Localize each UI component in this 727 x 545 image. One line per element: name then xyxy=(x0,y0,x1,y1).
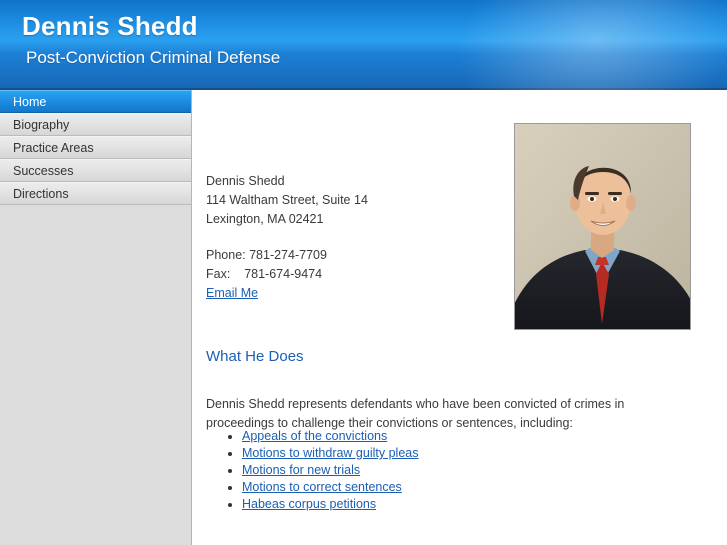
main-content xyxy=(192,90,727,545)
contact-fax: Fax: 781-674-9474 xyxy=(206,267,323,281)
email-me-link[interactable]: Email Me xyxy=(206,286,259,300)
sidebar-item-practice-areas[interactable]: Practice Areas xyxy=(0,136,191,159)
contact-street: 114 Waltham Street, Suite 14 xyxy=(206,193,368,207)
link-motions-for-new-trials[interactable]: Motions for new trials xyxy=(242,463,361,477)
sidebar-item-directions[interactable]: Directions xyxy=(0,182,191,205)
site-header xyxy=(0,0,727,90)
sidebar-item-home[interactable]: Home xyxy=(0,90,191,113)
site-branding xyxy=(22,12,280,68)
list-item xyxy=(242,445,418,462)
list-item xyxy=(242,479,418,496)
contact-city-state-zip: Lexington, MA 02421 xyxy=(206,212,324,226)
practice-links-list xyxy=(206,428,418,513)
link-motions-to-withdraw-guilty-pleas[interactable]: Motions to withdraw guilty pleas xyxy=(242,446,419,460)
sidebar-item-biography[interactable]: Biography xyxy=(0,113,191,136)
intro-paragraph: Dennis Shedd represents defendants who have been convicted of crimes in proceedings to challenge their convictions or sentences, including: xyxy=(206,396,625,430)
list-item xyxy=(242,428,418,445)
portrait-photo xyxy=(514,123,691,330)
list-item xyxy=(242,462,418,479)
link-motions-to-correct-sentences[interactable]: Motions to correct sentences xyxy=(242,480,402,494)
contact-phone: Phone: 781-274-7709 xyxy=(206,248,327,262)
content-wrapper xyxy=(0,90,727,545)
contact-name: Dennis Shedd xyxy=(206,174,285,188)
link-habeas-corpus-petitions[interactable]: Habeas corpus petitions xyxy=(242,497,377,511)
contact-block xyxy=(206,172,368,303)
site-subtitle: Post-Conviction Criminal Defense xyxy=(26,47,281,67)
list-item xyxy=(242,496,418,513)
page-title: Dennis Shedd xyxy=(22,11,198,41)
sidebar-item-successes[interactable]: Successes xyxy=(0,159,191,182)
link-appeals-of-the-convictions[interactable]: Appeals of the convictions xyxy=(242,429,388,443)
sidebar-nav xyxy=(0,90,192,545)
section-heading-what-he-does: What He Does xyxy=(206,348,304,365)
contact-spacer xyxy=(206,229,368,246)
